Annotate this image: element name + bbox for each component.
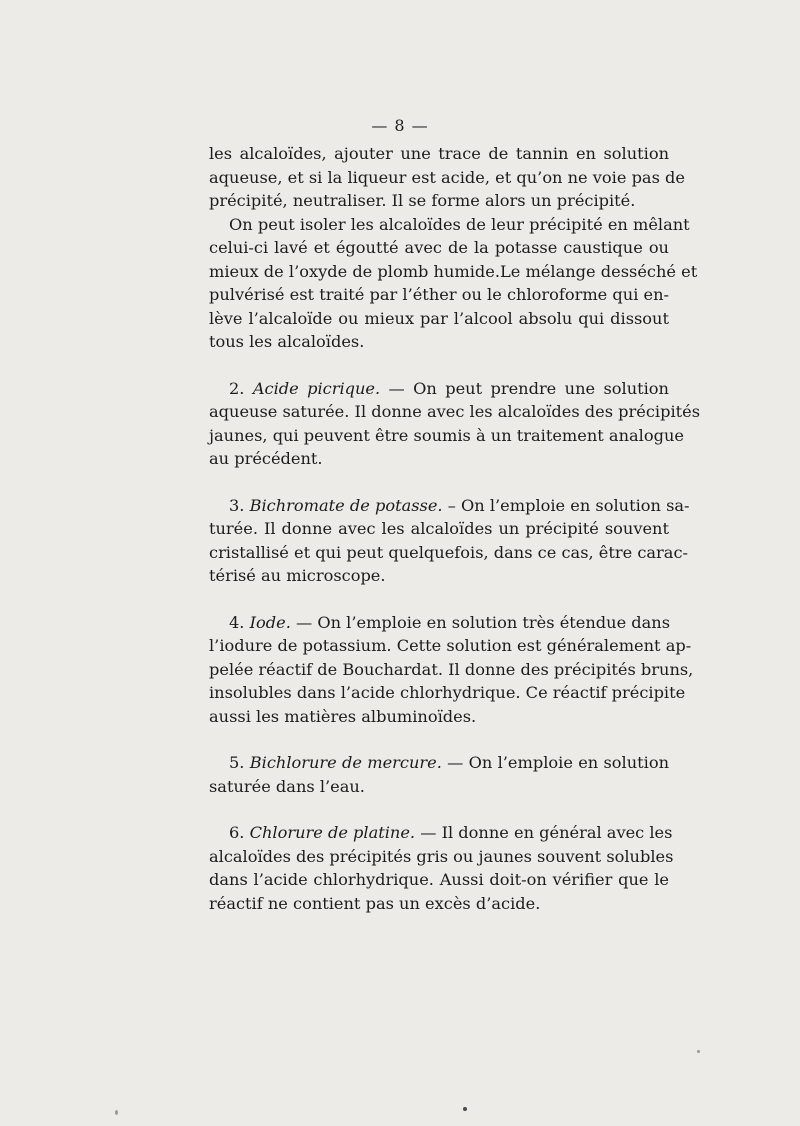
text-line: l’iodure de potassium. Cette solution est généralement ap-: [209, 636, 692, 655]
text-line: [209, 377, 669, 401]
paper-speck: [115, 1110, 118, 1115]
item-title: Acide picrique.: [252, 378, 381, 398]
text-line: alcaloïdes des précipités gris ou jaunes souvent solubles: [209, 846, 674, 866]
paragraph-acide-picrique: [209, 377, 701, 471]
text-line: au précédent.: [209, 449, 323, 468]
text-line: réactif ne contient pas un excès d’acide.: [209, 893, 541, 913]
text-line: jaunes, qui peuvent être soumis à un traitement analogue: [209, 425, 684, 445]
item-title: Iode.: [249, 612, 291, 632]
text-line: mieux de l’oxyde de plomb humide.Le mélange desséché et: [209, 261, 698, 281]
text-line: les alcaloïdes, ajouter une trace de tannin en solution: [209, 144, 669, 163]
item-number: 6.: [229, 823, 245, 842]
text-line: pulvérisé est traité par l’éther ou le chloroforme qui en-: [209, 285, 669, 304]
item-text: – On l’emploie en solution sa-: [447, 495, 690, 515]
paragraph-bichromate: [209, 494, 690, 588]
text-line: pelée réactif de Bouchardat. Il donne des précipités bruns,: [209, 659, 694, 679]
text-line: turée. Il donne avec les alcaloïdes un précipité souvent: [209, 519, 669, 538]
text-line: aqueuse, et si la liqueur est acide, et qu’on ne voie pas de: [209, 167, 685, 187]
text-line: lève l’alcaloïde ou mieux par l’alcool absolu qui dissout: [209, 308, 669, 328]
paragraph-chlorure-platine: [209, 821, 674, 915]
item-title: Chlorure de platine.: [249, 823, 416, 842]
paragraph-2: [209, 213, 698, 354]
text-line: précipité, neutraliser. Il se forme alors un précipité.: [209, 191, 636, 210]
item-text: — On peut prendre une solution: [388, 378, 669, 398]
text-line: celui-ci lavé et égoutté avec de la potasse caustique ou: [209, 238, 669, 257]
text-line: térisé au microscope.: [209, 566, 386, 585]
text-line: [209, 611, 669, 635]
text-line: tous les alcaloïdes.: [209, 332, 365, 351]
text-line: [209, 821, 673, 845]
text-line: [209, 751, 669, 775]
text-line: On peut isoler les alcaloïdes de leur précipité en mêlant: [229, 214, 690, 234]
text-line: dans l’acide chlorhydrique. Aussi doit-on vérifier que le: [209, 870, 669, 889]
item-text: — Il donne en général avec les: [420, 823, 673, 842]
paragraph-1: [209, 142, 685, 213]
item-number: 4.: [229, 612, 245, 632]
text-line: aussi les matières albuminoïdes.: [209, 706, 477, 726]
text-line: aqueuse saturée. Il donne avec les alcaloïdes des précipités: [209, 402, 701, 421]
paragraph-iode: [209, 611, 694, 729]
item-text: — On l’emploie en solution: [447, 753, 669, 772]
item-title: Bichlorure de mercure.: [249, 753, 442, 772]
item-number: 5.: [229, 753, 245, 772]
text-line: saturée dans l’eau.: [209, 776, 365, 796]
item-number: 2.: [229, 378, 245, 398]
paper-speck: [697, 1050, 700, 1053]
paper-speck: [463, 1107, 467, 1111]
page-number: — 8 —: [371, 116, 429, 135]
paragraph-bichlorure: [209, 751, 669, 798]
text-line: insolubles dans l’acide chlorhydrique. Ce réactif précipite: [209, 683, 686, 702]
text-line: [209, 494, 690, 518]
item-text: — On l’emploie en solution très étendue dans: [296, 612, 671, 632]
body-text: [209, 142, 701, 938]
item-number: 3.: [229, 495, 245, 515]
text-line: cristallisé et qui peut quelquefois, dans ce cas, être carac-: [209, 542, 688, 562]
item-title: Bichromate de potasse.: [249, 495, 443, 515]
